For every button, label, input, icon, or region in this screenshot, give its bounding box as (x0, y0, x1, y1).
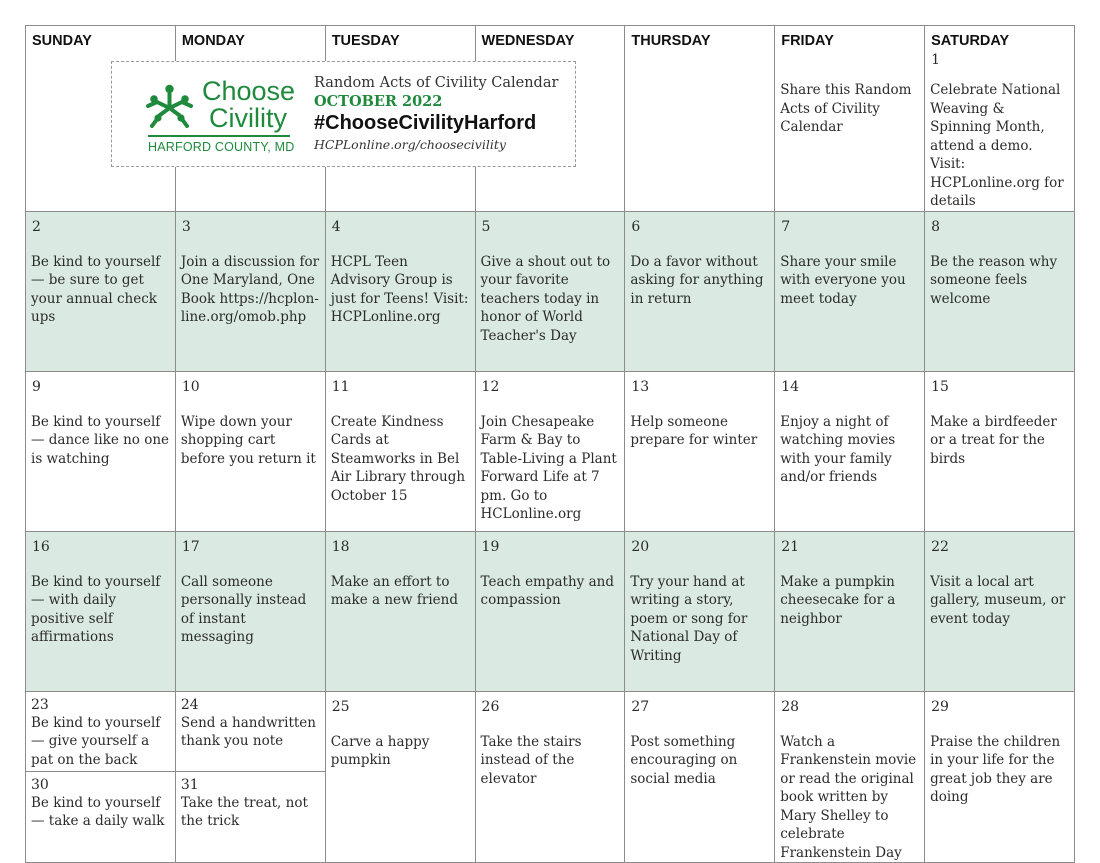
day-text: Make a pumpkin cheesecake for a neighbor (780, 573, 896, 627)
day-cell (925, 211, 1075, 371)
day-cell (475, 211, 625, 371)
day-text: Wipe down your shopping cart before you return it (180, 413, 316, 467)
day-text: Call someone personally instead of instant messaging (180, 573, 307, 645)
day-text: Be kind to yourself — dance like no one is watching (31, 413, 170, 467)
day-half-24 (176, 692, 325, 771)
day-number: 17 (181, 538, 200, 555)
day-header-saturday: SATURDAY (931, 33, 1010, 49)
day-number: 30 (31, 776, 49, 793)
day-text: Enjoy a night of watching movies with your family and/or friends (780, 413, 896, 485)
day-cell (625, 691, 775, 863)
day-text: Make a birdfeeder or a treat for the birds (930, 413, 1057, 467)
day-cell (775, 531, 925, 691)
day-half-31 (176, 771, 325, 850)
day-cell (475, 371, 625, 531)
week-row-2 (26, 211, 1075, 371)
day-number: 4 (331, 218, 341, 235)
day-cell-oct-1 (925, 26, 1075, 212)
day-number: 18 (331, 538, 350, 555)
week-row-4 (26, 531, 1075, 691)
day-number: 9 (32, 378, 41, 395)
day-text: Make an effort to make a new friend (330, 573, 458, 608)
day-text: HCPL Teen Advisory Group is just for Teens! Visit: HCPLonline.org (330, 253, 469, 325)
logo-choose-text: Choose (202, 76, 296, 106)
day-cell (775, 211, 925, 371)
day-cell-friday-note (775, 26, 925, 212)
day-half-30 (26, 771, 175, 850)
day-text: Be kind to yourself — give yourself a pat on the back (31, 714, 161, 768)
day-text: Create Kindness Cards at Steamworks in Bel Air Library through October 15 (330, 413, 466, 504)
day-number: 3 (181, 218, 191, 235)
calendar-hashtag: #ChooseCivilityHarford (314, 112, 537, 134)
day-text: Be kind to yourself — with daily positive self affirmations (31, 573, 161, 645)
day-number: 7 (781, 218, 791, 235)
day-text: Join a discussion for One Maryland, One Book https://hcplon-line.org/omob.php (180, 253, 320, 325)
day-cell (625, 531, 775, 691)
calendar-title-box (111, 61, 576, 167)
day-text: Try your hand at writing a story, poem or song for National Day of Writing (630, 573, 748, 664)
day-number: 13 (631, 378, 650, 395)
day-number: 22 (931, 538, 949, 555)
day-number: 5 (481, 218, 491, 235)
calendar-month: OCTOBER 2022 (314, 93, 443, 110)
day-cell (325, 691, 475, 863)
day-header-sunday: SUNDAY (32, 33, 92, 49)
day-cell (925, 371, 1075, 531)
day-text: Send a handwritten thank you note (180, 714, 316, 749)
day-text: Do a favor without asking for anything in return (630, 253, 764, 307)
day-text: Give a shout out to your favorite teachers today in honor of World Teacher's Day (480, 253, 611, 344)
day-cell (325, 211, 475, 371)
day-number: 29 (931, 698, 949, 715)
day-text: Be kind to yourself — be sure to get your annual check ups (31, 253, 161, 325)
day-number: 14 (781, 378, 800, 395)
day-cell (925, 691, 1075, 863)
day-header-monday: MONDAY (181, 33, 245, 49)
day-text: Teach empathy and compassion (480, 573, 614, 608)
day-text: Visit a local art gallery, museum, or event today (930, 573, 1066, 627)
calendar-title: Random Acts of Civility Calendar (314, 75, 559, 91)
day-cell (775, 691, 925, 863)
logo-civility-text: Civility (209, 103, 287, 133)
day-cell (175, 211, 325, 371)
day-number: 12 (481, 378, 500, 395)
day-number: 11 (331, 378, 350, 395)
day-header-wednesday: WEDNESDAY (481, 33, 575, 49)
day-number: 6 (631, 218, 641, 235)
day-text: Share this Random Acts of Civility Calendar (780, 82, 912, 135)
day-cell (175, 531, 325, 691)
day-text: Help someone prepare for winter (630, 413, 758, 448)
week-row-3 (26, 371, 1075, 531)
day-cell (26, 531, 176, 691)
day-text: Take the stairs instead of the elevator (480, 733, 582, 787)
day-number: 8 (931, 218, 940, 235)
day-number: 20 (631, 538, 650, 555)
day-cell (175, 371, 325, 531)
day-text: Take the treat, not the trick (180, 794, 308, 829)
day-number: 26 (481, 698, 500, 715)
day-text: Post something encouraging on social media (630, 733, 738, 787)
day-number: 2 (32, 218, 41, 235)
day-number: 10 (181, 378, 200, 395)
day-number: 23 (31, 696, 49, 713)
day-half-23 (26, 692, 175, 771)
day-number: 16 (32, 538, 50, 555)
day-cell (775, 371, 925, 531)
day-cell-thursday-empty (625, 26, 775, 212)
day-cell-split-24-31 (175, 691, 325, 863)
day-number: 15 (931, 378, 949, 395)
day-cell (325, 371, 475, 531)
day-text: Watch a Frankenstein movie or read the original book written by Mary Shelley to celebrate Frankenstein Day (780, 733, 917, 861)
day-number: 19 (481, 538, 500, 555)
day-text: Be kind to yourself — take a daily walk (31, 794, 165, 829)
day-text: Share your smile with everyone you meet today (780, 253, 906, 307)
calendar-info (314, 74, 558, 154)
day-number: 24 (180, 696, 199, 713)
day-cell (26, 211, 176, 371)
logo-underline (148, 135, 290, 137)
day-cell-split-23-30 (26, 691, 176, 863)
day-text: Carve a happy pumpkin (330, 733, 430, 768)
day-text: Join Chesapeake Farm & Bay to Table-Living a Plant Forward Life at 7 pm. Go to HCLonline.org (480, 413, 617, 522)
day-cell (475, 691, 625, 863)
day-text: Celebrate National Weaving & Spinning Month, attend a demo. Visit: HCPLonline.org for details (930, 82, 1064, 209)
day-header-thursday: THURSDAY (631, 33, 711, 49)
day-cell (475, 531, 625, 691)
day-number: 21 (781, 538, 800, 555)
day-cell (925, 531, 1075, 691)
day-cell (625, 371, 775, 531)
choose-civility-logo-icon (142, 80, 197, 135)
day-cell (26, 371, 176, 531)
day-number: 28 (781, 698, 800, 715)
day-number: 27 (631, 698, 650, 715)
calendar-url: HCPLonline.org/choosecivility (314, 137, 506, 152)
calendar (25, 25, 1075, 861)
week-row-5 (26, 691, 1075, 863)
day-text: Be the reason why someone feels welcome (930, 253, 1058, 307)
day-number: 25 (331, 698, 350, 715)
day-text: Praise the children in your life for the great job they are doing (930, 733, 1061, 805)
day-header-friday: FRIDAY (781, 33, 834, 49)
day-number: 31 (180, 776, 199, 793)
logo-county-text: HARFORD COUNTY, MD (148, 140, 295, 154)
day-number: 1 (931, 52, 940, 68)
day-header-tuesday: TUESDAY (331, 33, 400, 49)
day-cell (325, 531, 475, 691)
day-cell (625, 211, 775, 371)
